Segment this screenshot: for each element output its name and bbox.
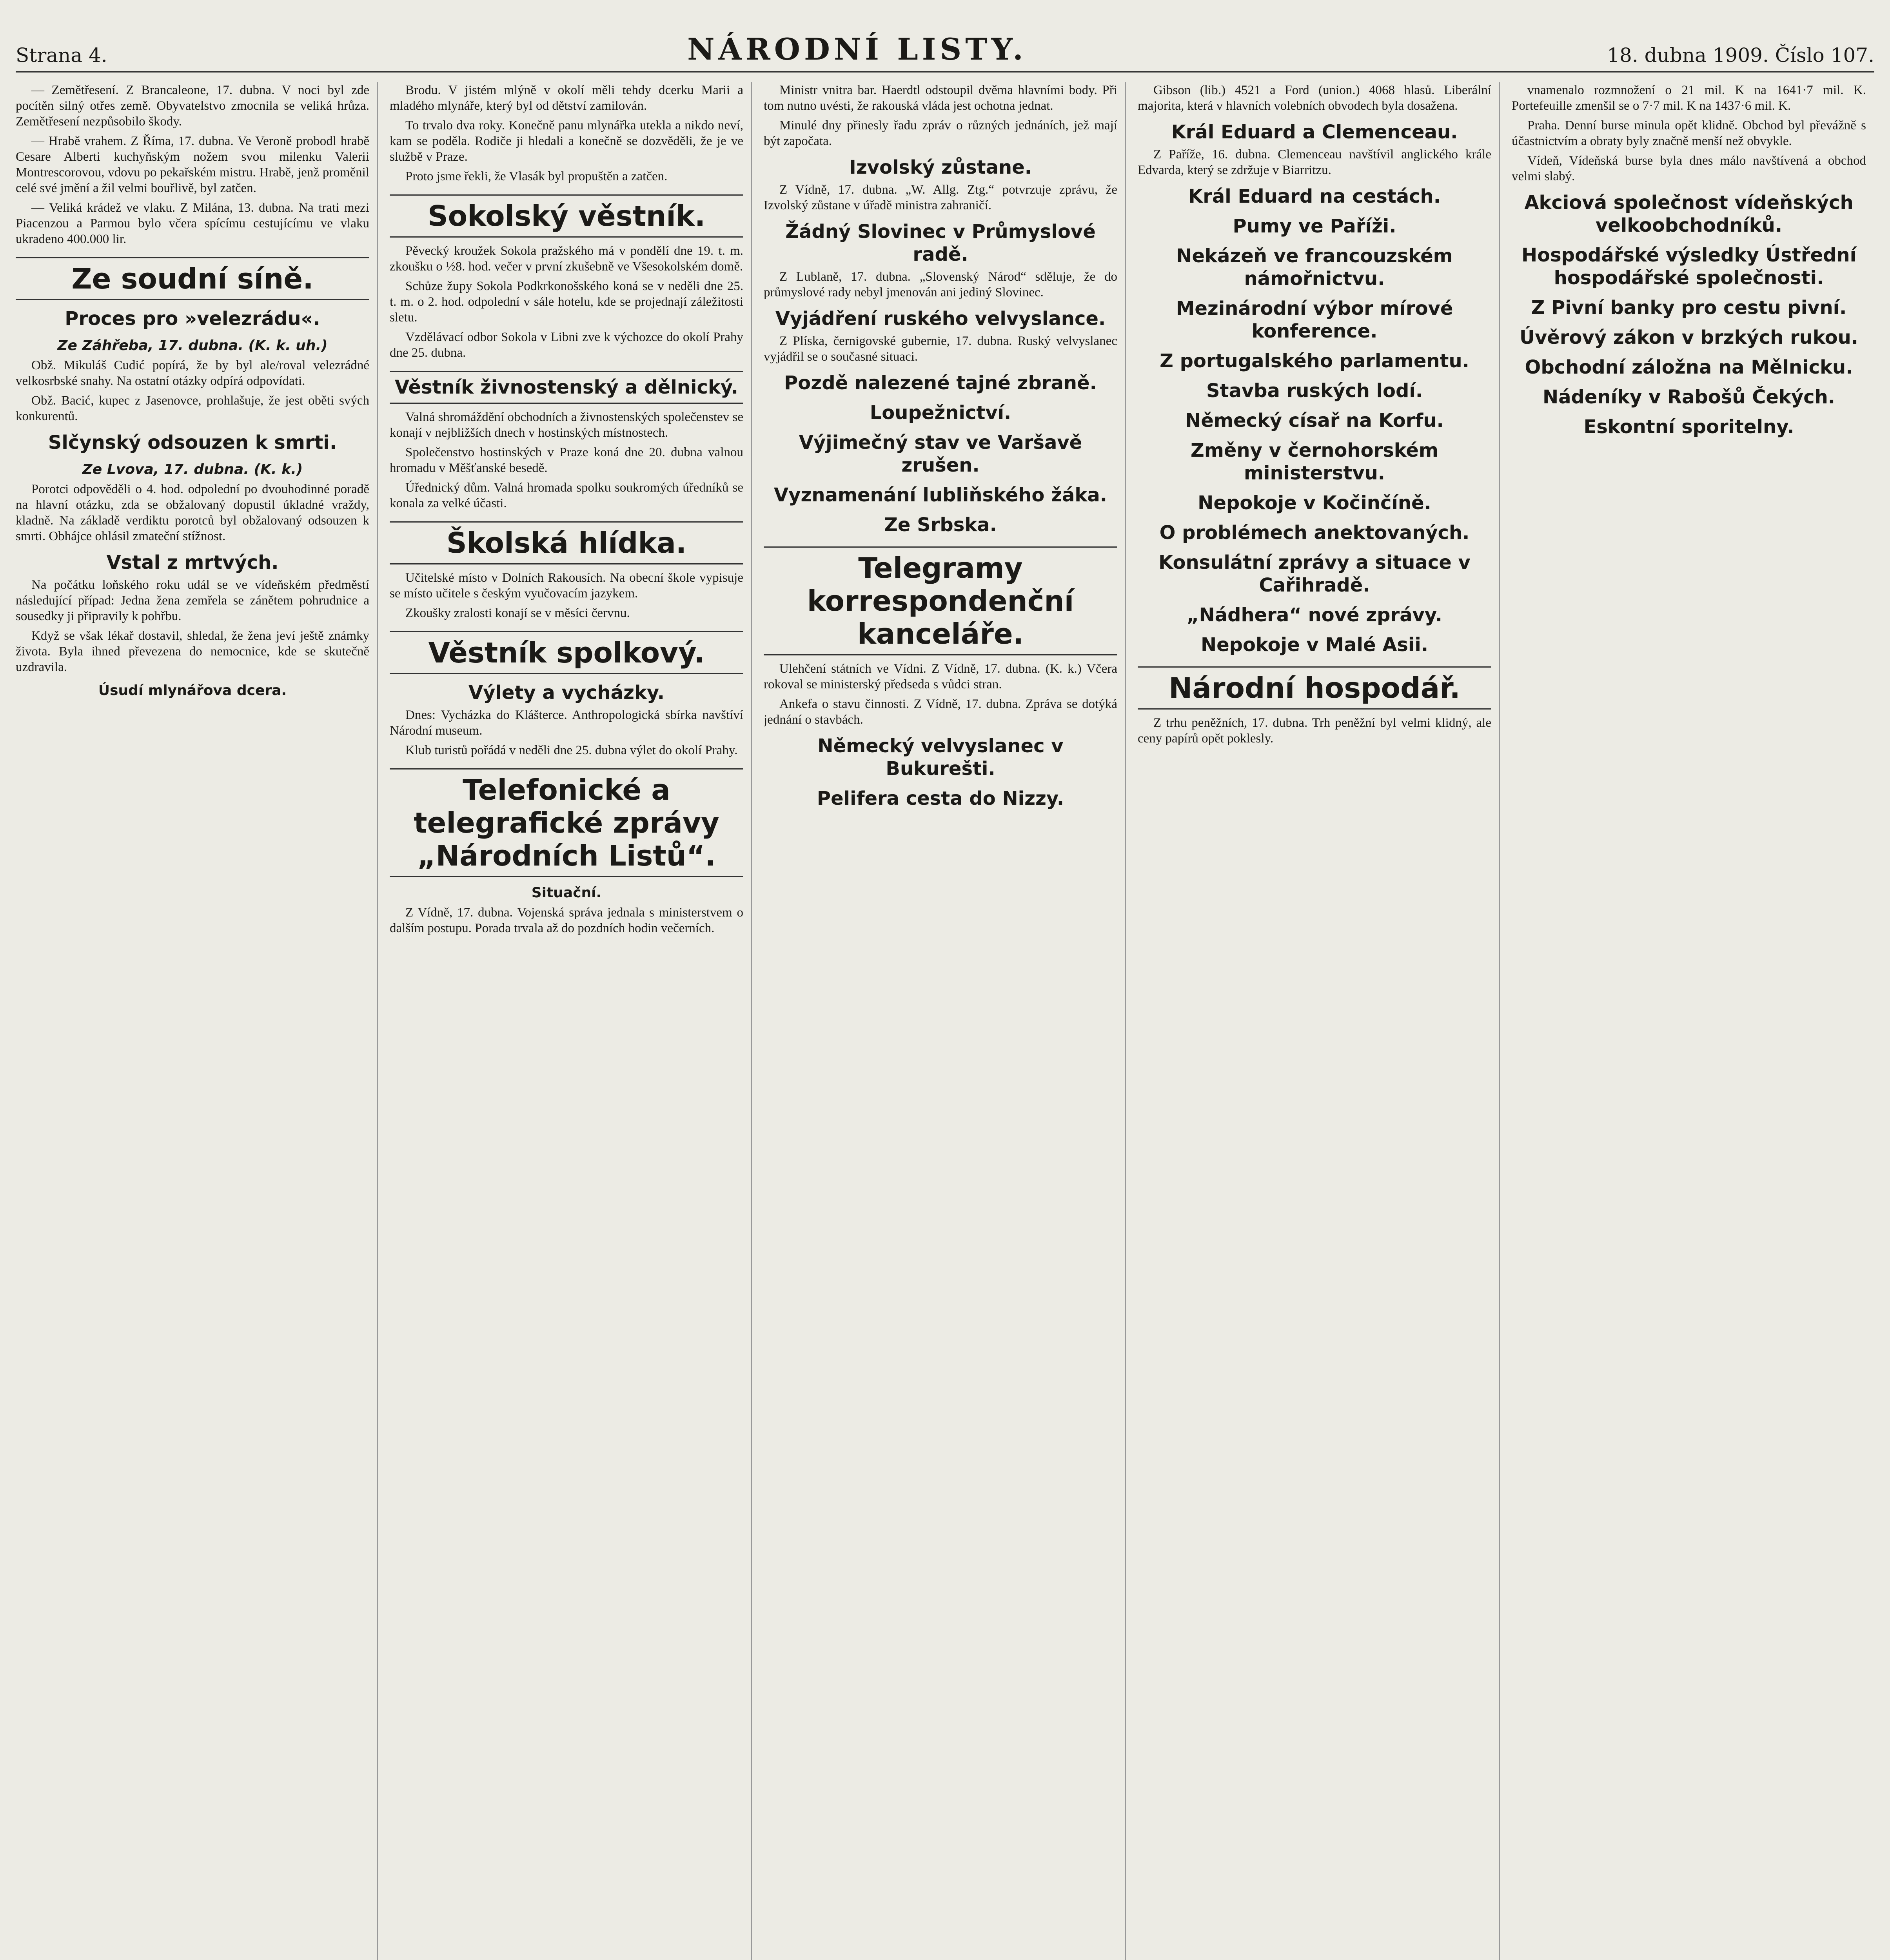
article-paragraph: Valná shromáždění obchodních a živnostenských společenstev se konají v nejbližších dnech v hostinských místnostech.	[390, 410, 743, 440]
article-heading: Izvolský zůstane.	[849, 156, 1032, 178]
newspaper-title: NÁRODNÍ LISTY.	[687, 32, 1027, 67]
column-4	[1138, 82, 1500, 1960]
article-paragraph: Obž. Bacić, kupec z Jasenovce, prohlašuje, že jest oběti svých konkurentů.	[16, 394, 369, 423]
article-heading: Hospodářské výsledky Ústřední hospodářské společnosti.	[1521, 244, 1857, 289]
article-heading: Úsudí mlynářova dcera.	[98, 682, 287, 699]
article-heading: Nekázeň ve francouzském námořnictvu.	[1176, 245, 1453, 290]
section-heading: Věstník spolkový.	[390, 631, 743, 674]
article-heading: Akciová společnost vídeňských velkoobchodníků.	[1524, 192, 1854, 236]
article-paragraph: To trvalo dva roky. Konečně panu mlynářka utekla a nikdo neví, kam se poděla. Rodiče ji hledali a konečně se dozvěděli, že je ve službě v Praze.	[390, 118, 743, 164]
article-heading: Nádeníky v Rabošů Čekých.	[1542, 386, 1835, 408]
article-paragraph: Z Vídně, 17. dubna. „W. Allg. Ztg.“ potvrzuje zprávu, že Izvolský zůstane v úřadě ministra zahraničí.	[764, 183, 1117, 212]
article-paragraph: Ulehčení státních ve Vídni. Z Vídně, 17. dubna. (K. k.) Včera rokoval se ministerský předseda s vůdci stran.	[764, 662, 1117, 691]
article-paragraph: Gibson (lib.) 4521 a Ford (union.) 4068 hlasů. Liberální majorita, která v hlavních volebních obvodech byla dosažena.	[1138, 83, 1491, 113]
article-heading: Výjimečný stav ve Varšavě zrušen.	[799, 432, 1082, 476]
article-heading: Pelifera cesta do Nizzy.	[817, 788, 1064, 809]
masthead	[16, 24, 1874, 73]
article-paragraph: Společenstvo hostinských v Praze koná dne 20. dubna valnou hromadu v Měšťanské besedě.	[390, 445, 743, 475]
article-heading: Obchodní záložna na Mělnicku.	[1525, 356, 1853, 378]
article-heading: Změny v černohorském ministerstvu.	[1191, 439, 1438, 484]
article-paragraph: Klub turistů pořádá v neděli dne 25. dubna výlet do okolí Prahy.	[405, 743, 738, 757]
section-heading: Ze soudní síně.	[16, 257, 369, 300]
article-heading: Eskontní sporitelny.	[1583, 416, 1794, 438]
article-heading: Proces pro »velezrádu«.	[65, 308, 320, 330]
article-heading: Ze Srbska.	[884, 514, 997, 536]
article-paragraph: Obž. Mikuláš Cudić popírá, že by byl ale/roval velezrádné velkosrbské snahy. Na ostatní otázky odpírá odpovídati.	[16, 358, 369, 388]
article-paragraph: Z Paříže, 16. dubna. Clemenceau navštívil anglického krále Edvarda, který se zdržuje v Biarritzu.	[1138, 147, 1491, 177]
article-heading: Vstal z mrtvých.	[106, 552, 279, 573]
section-heading: Telefonické a telegrafické zprávy „Národních Listů“.	[390, 768, 743, 877]
issue-date: 18. dubna 1909. Číslo 107.	[1607, 44, 1874, 67]
page-number: Strana 4.	[16, 44, 107, 67]
article-heading: Pumy ve Paříži.	[1233, 215, 1396, 237]
article-paragraph: Porotci odpověděli o 4. hod. odpolední po dvouhodinné poradě na hlavní otázku, zda se obžalovaný dopustil úkladné vraždy, kladně. Na základě verdiktu porotců byl obžalovaný odsouzen k smrti. Obhájce ohlásil zmateční stížnost.	[16, 482, 369, 543]
article-heading: Král Eduard na cestách.	[1188, 185, 1441, 207]
article-paragraph: Z Plíska, černigovské gubernie, 17. dubna. Ruský velvyslanec vyjádřil se o současné situaci.	[764, 334, 1117, 364]
article-heading: Německý císař na Korfu.	[1185, 410, 1444, 432]
article-heading: Výlety a vycházky.	[468, 682, 665, 704]
article-paragraph: — Zemětřesení. Z Brancaleone, 17. dubna. V noci byl zde pocítěn silný otřes země. Obyvatelstvo zmocnila se veliká hrůza. Zemětřesení nezpůsobilo škody.	[16, 83, 369, 129]
article-heading: Z portugalského parlamentu.	[1160, 350, 1469, 372]
article-paragraph: Ankefa o stavu činnosti. Z Vídně, 17. dubna. Zpráva se dotýká jednání o stavbách.	[764, 697, 1117, 727]
section-heading: Školská hlídka.	[390, 521, 743, 564]
article-paragraph: Vídeň, Vídeňská burse byla dnes málo navštívená a obchod velmi slabý.	[1512, 154, 1866, 183]
article-heading: Nepokoje v Kočinčíně.	[1198, 492, 1431, 514]
article-paragraph: Minulé dny přinesly řadu zpráv o různých jednáních, jež mají být započata.	[764, 118, 1117, 148]
article-heading: Mezinárodní výbor mírové konference.	[1176, 298, 1453, 342]
article-heading: Úvěrový zákon v brzkých rukou.	[1520, 327, 1858, 348]
article-paragraph: Schůze župy Sokola Podkrkonošského koná se v neděli dne 25. t. m. o 2. hod. odpolední v sále hotelu, kde se projednají záležitosti sletu.	[390, 279, 743, 325]
article-heading: Pozdě nalezené tajné zbraně.	[784, 372, 1097, 394]
article-paragraph: Z Lublaně, 17. dubna. „Slovenský Národ“ sděluje, že do průmyslové rady nebyl jmenován ani jediný Slovinec.	[764, 270, 1117, 299]
article-paragraph: Dnes: Vycházka do Klášterce. Anthropologická sbírka navštíví Národní museum.	[390, 708, 743, 738]
section-heading: Věstník živnostenský a dělnický.	[390, 371, 743, 404]
article-heading: Nepokoje v Malé Asii.	[1200, 634, 1429, 656]
column-2	[390, 82, 752, 1960]
article-heading: Z Pivní banky pro cestu pivní.	[1531, 297, 1847, 319]
section-heading: Telegramy korrespondenční kanceláře.	[764, 546, 1117, 655]
article-heading: Konsulátní zprávy a situace v Cařihradě.	[1158, 552, 1471, 596]
article-paragraph: Brodu. V jistém mlýně v okolí měli tehdy dcerku Marii a mladého mlynáře, který byl od dětství zamilován.	[390, 83, 743, 113]
section-heading: Národní hospodář.	[1138, 666, 1491, 710]
article-paragraph: — Veliká krádež ve vlaku. Z Milána, 13. dubna. Na trati mezi Piacenzou a Parmou bylo včera spícímu cestujícímu ve vlaku ukradeno 400.000 lir.	[16, 201, 369, 246]
article-paragraph: Vzdělávací odbor Sokola v Libni zve k výchozce do okolí Prahy dne 25. dubna.	[390, 330, 743, 360]
article-heading: Žádný Slovinec v Průmyslové radě.	[785, 221, 1096, 265]
article-paragraph: vnamenalo rozmnožení o 21 mil. K na 1641·7 mil. K. Portefeuille zmenšil se o 7·7 mil. K na 1437·6 mil. K.	[1512, 83, 1866, 113]
article-paragraph: Ministr vnitra bar. Haerdtl odstoupil dvěma hlavními body. Při tom nutno uvésti, že rakouská vláda jest ochotna jednat.	[764, 83, 1117, 113]
column-1	[16, 82, 378, 1960]
columns	[16, 82, 1874, 1960]
article-heading: Loupežnictví.	[870, 402, 1011, 424]
article-heading: Král Eduard a Clemenceau.	[1171, 121, 1458, 143]
article-heading: Stavba ruských lodí.	[1206, 380, 1423, 402]
article-paragraph: Úřednický dům. Valná hromada spolku soukromých úředníků se konala za velké účasti.	[390, 481, 743, 510]
article-heading: Vyjádření ruského velvyslance.	[775, 308, 1106, 330]
article-heading: Vyznamenání lubliňského žáka.	[774, 484, 1107, 506]
column-3	[764, 82, 1126, 1960]
column-5	[1512, 82, 1874, 1960]
article-heading: O problémech anektovaných.	[1159, 522, 1470, 544]
article-heading: Německý velvyslanec v Bukurešti.	[817, 735, 1064, 780]
section-heading: Sokolský věstník.	[390, 194, 743, 238]
article-paragraph: Z Vídně, 17. dubna. Vojenská správa jednala s ministerstvem o dalším postupu. Porada trvala až do pozdních hodin večerních.	[390, 906, 743, 935]
dateline: Ze Záhřeba, 17. dubna. (K. k. uh.)	[57, 338, 328, 354]
article-heading: „Nádhera“ nové zprávy.	[1187, 604, 1442, 626]
article-paragraph: Z trhu peněžních, 17. dubna. Trh peněžní byl velmi klidný, ale ceny papírů opět poklesly.	[1138, 716, 1491, 746]
article-paragraph: Zkoušky zralosti konají se v měsíci červnu.	[405, 606, 630, 620]
article-paragraph: Proto jsme řekli, že Vlasák byl propuštěn a zatčen.	[405, 169, 668, 183]
article-paragraph: — Hrabě vrahem. Z Říma, 17. dubna. Ve Veroně probodl hrabě Cesare Alberti kuchyňským nožem svou milenku Valerii Montrescorovou, vdovu po pekařském mistru. Hrabě, jenž proměnil celé své jmění a žil velmi bouřlivě, byl zatčen.	[16, 134, 369, 195]
article-heading: Situační.	[531, 885, 602, 901]
article-paragraph: Praha. Denní burse minula opět klidně. Obchod byl převážně s účastnictvím a obraty byly značně menší než obvykle.	[1512, 118, 1866, 148]
dateline: Ze Lvova, 17. dubna. (K. k.)	[82, 461, 303, 477]
article-paragraph: Na počátku loňského roku udál se ve vídeňském předměstí následující případ: Jedna žena zemřela se zánětem pohrudnice a sousedky ji připravily k pohřbu.	[16, 578, 369, 623]
article-paragraph: Učitelské místo v Dolních Rakousích. Na obecní škole vypisuje se místo učitele s českým vyučovacím jazykem.	[390, 571, 743, 601]
article-heading: Slčynský odsouzen k smrti.	[48, 432, 337, 454]
article-paragraph: Když se však lékař dostavil, shledal, že žena jeví ještě známky života. Byla ihned převezena do nemocnice, kde se skutečně uzdravila.	[16, 629, 369, 674]
article-paragraph: Pěvecký kroužek Sokola pražského má v pondělí dne 19. t. m. zkoušku o ½8. hod. večer v první zkušebně ve Všesokolském domě.	[390, 244, 743, 274]
